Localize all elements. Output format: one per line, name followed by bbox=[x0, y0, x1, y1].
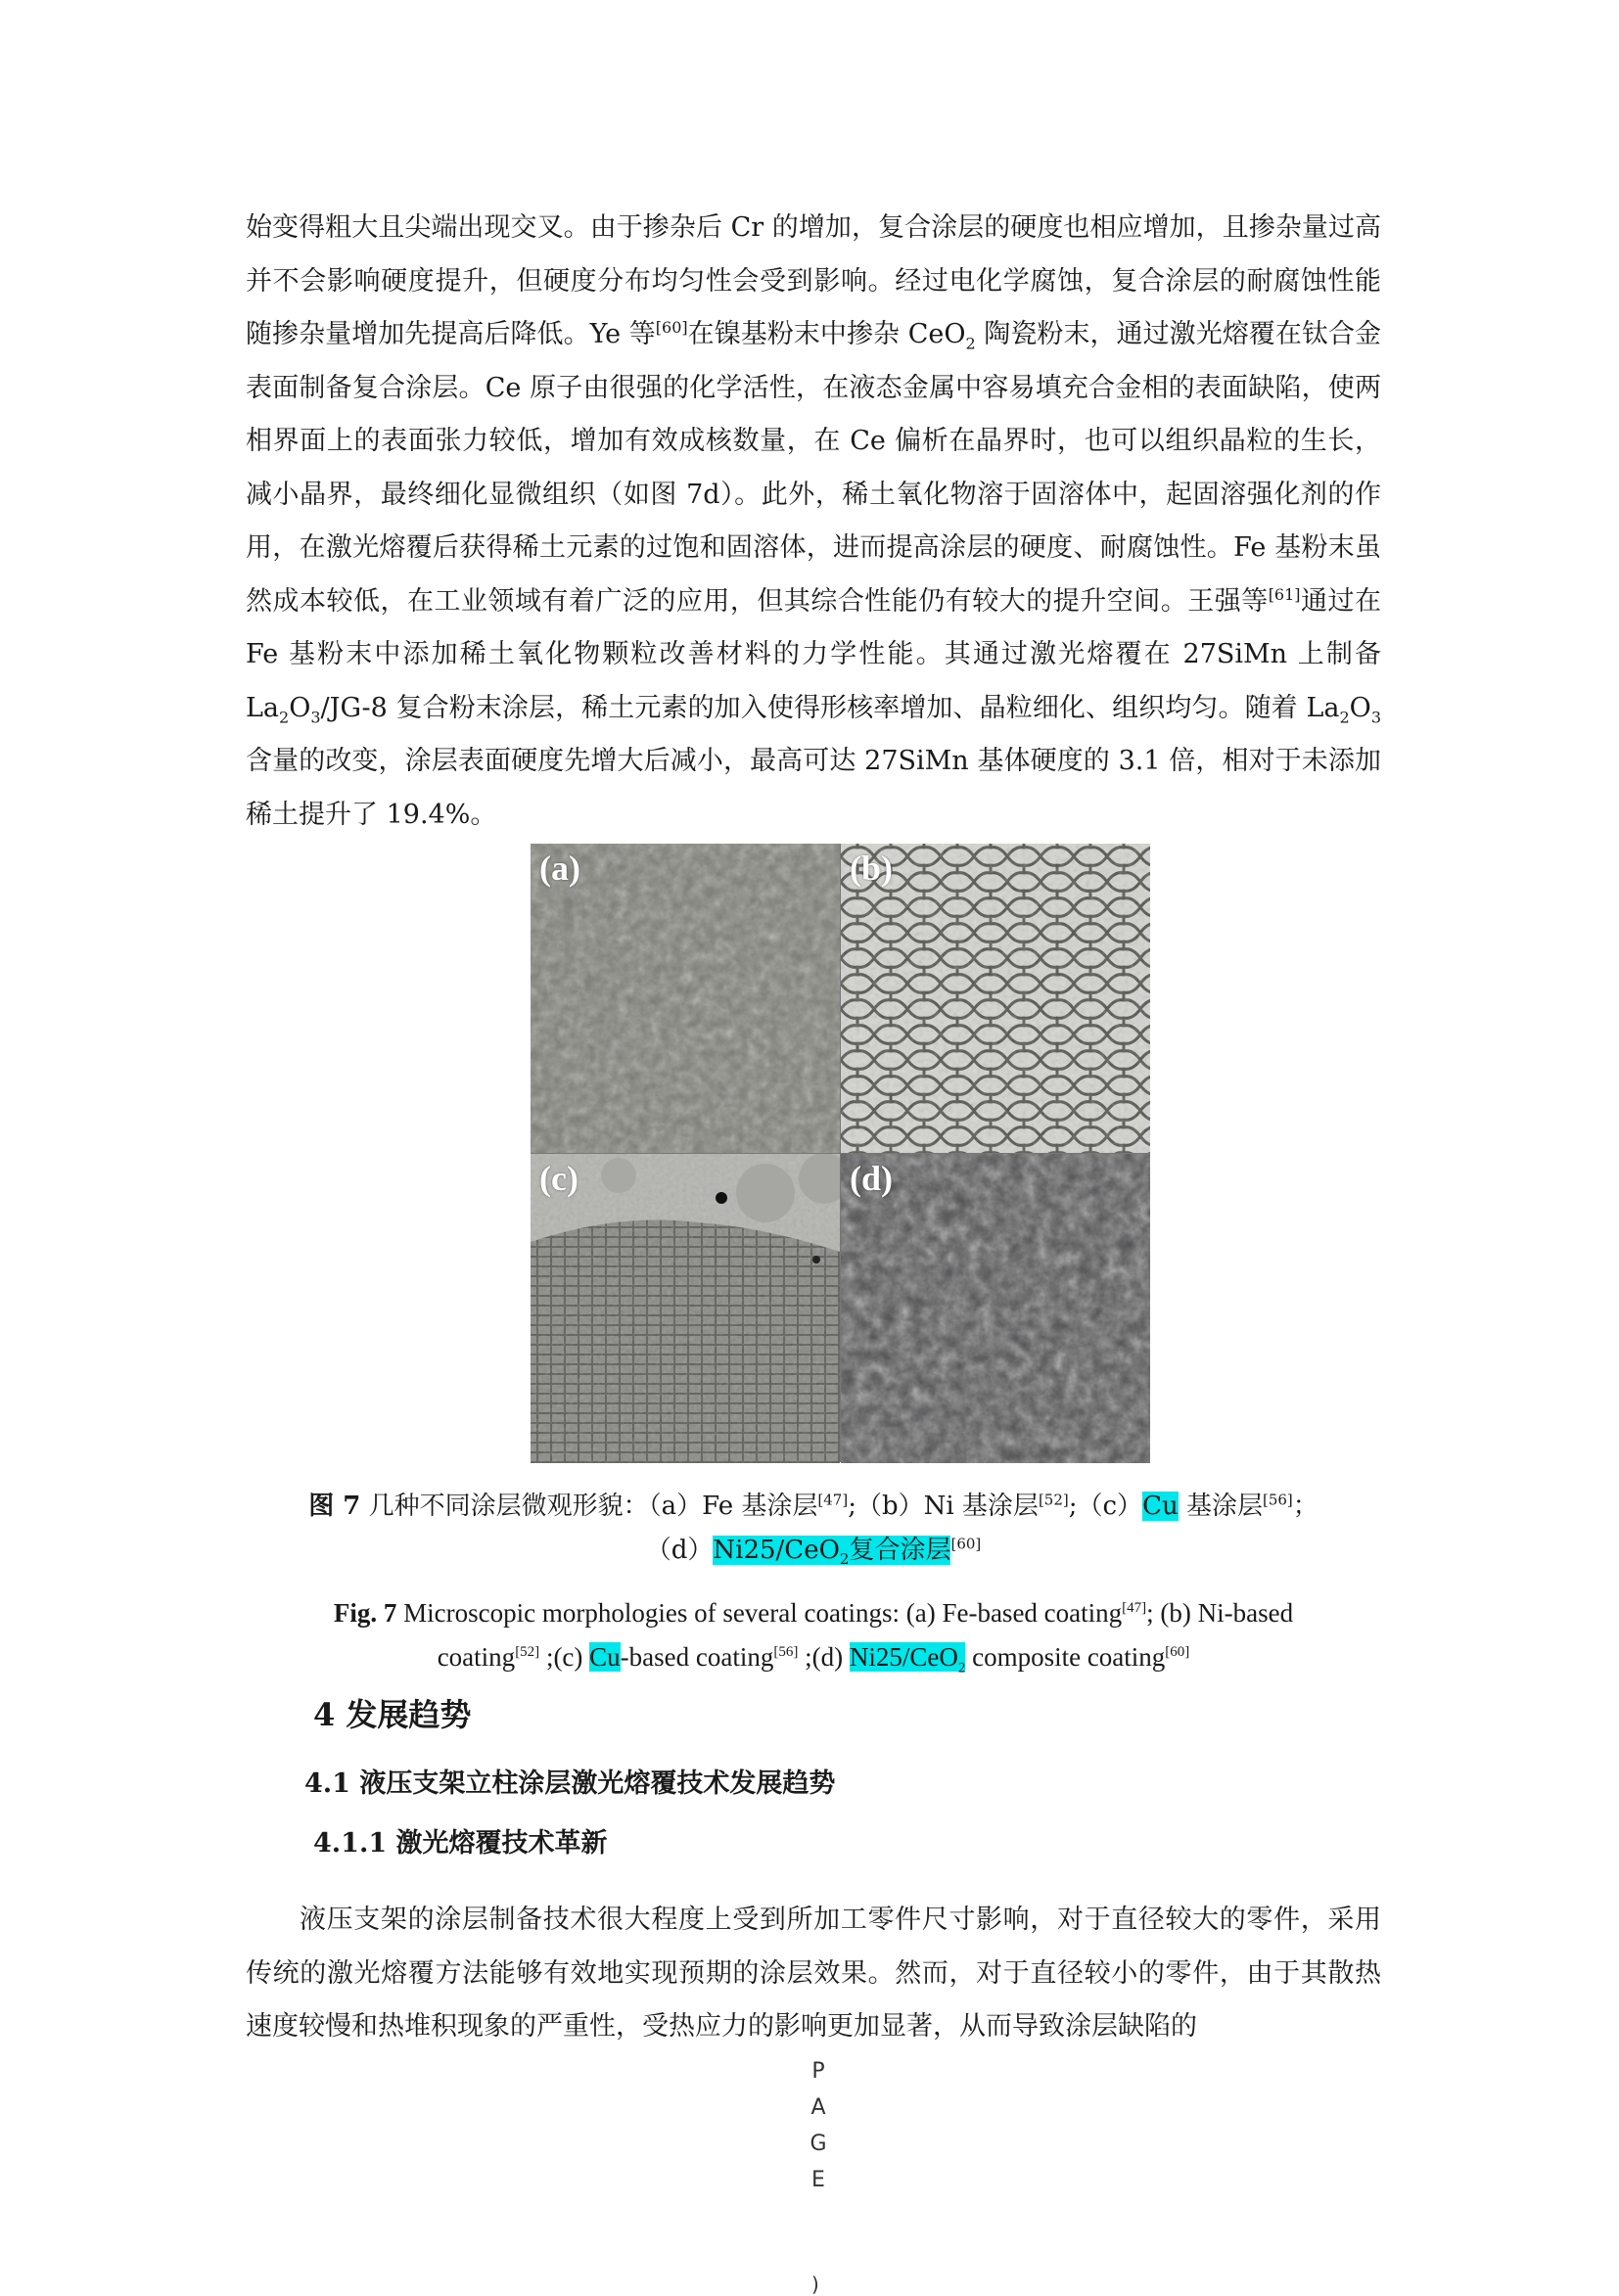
citation-56[interactable]: [56] bbox=[773, 1644, 799, 1660]
page-field-code bbox=[809, 2053, 828, 2198]
section-heading-4-1: 4.1 液压支架立柱涂层激光熔覆技术发展趋势 bbox=[304, 1768, 836, 1799]
figure-caption-en bbox=[246, 1591, 1381, 1679]
section-heading-4-1-1: 4.1.1 激光熔覆技术革新 bbox=[313, 1828, 608, 1859]
highlighted-text bbox=[713, 1536, 951, 1569]
citation-47[interactable]: [47] bbox=[1122, 1600, 1147, 1616]
micrograph-a-image bbox=[531, 844, 840, 1153]
page-field-letter: P bbox=[811, 2059, 825, 2084]
citation-56[interactable]: [56] bbox=[1262, 1491, 1293, 1509]
micrograph-c-image bbox=[531, 1154, 840, 1463]
subscript: 2 bbox=[839, 1550, 850, 1569]
page-field-letter: E bbox=[811, 2168, 825, 2192]
caption-text: 复合涂层 bbox=[849, 1536, 951, 1565]
micrograph-b-image bbox=[841, 844, 1150, 1153]
section-heading-4: 4 发展趋势 bbox=[313, 1696, 472, 1733]
caption-text: Microscopic morphologies of several coatings: (a) Fe-based coating bbox=[396, 1598, 1123, 1628]
text-run: O bbox=[289, 692, 311, 723]
subscript: 3 bbox=[1370, 707, 1381, 726]
subscript: 2 bbox=[965, 334, 976, 353]
micrograph-panel-d bbox=[841, 1154, 1150, 1463]
text-run: 通过在 Fe 基粉末中添加稀土氧化物颗粒改善材料的力学性能。其通过激光熔覆在 27SiMn 上制备 La bbox=[246, 585, 1382, 723]
caption-text: -based coating bbox=[620, 1642, 774, 1672]
panel-label-d: (d) bbox=[850, 1159, 893, 1198]
citation-52[interactable]: [52] bbox=[1038, 1491, 1069, 1509]
text-run: 陶瓷粉末，通过激光熔覆在钛合金表面制备复合涂层。Ce 原子由很强的化学活性，在液态金属中容易填充合金相的表面缺陷，使两相界面上的表面张力较低，增加有效成核数量，在 Ce 偏析在晶界时，也可以组织晶粒的生长，减小晶界，最终细化显微组织（如图 7d）。此外，稀土氧化物溶于固溶体中，起固溶强化剂的作用，在激光熔覆后获得稀土元素的过饱和固溶体，进而提高涂层的硬度、耐腐蚀性。Fe 基粉末虽然成本较低，在工业领域有着广泛的应用，但其综合性能仍有较大的提升空间。王强等 bbox=[246, 319, 1381, 617]
figure-7-micrographs bbox=[531, 844, 1150, 1462]
caption-text: 几种不同涂层微观形貌：（a）Fe 基涂层 bbox=[360, 1492, 818, 1521]
caption-text: ;(c) bbox=[539, 1642, 590, 1672]
caption-text: Ni25/CeO bbox=[849, 1642, 958, 1672]
body-paragraph-1 bbox=[246, 202, 1381, 842]
body-paragraph-2: 液压支架的涂层制备技术很大程度上受到所加工零件尺寸影响，对于直径较大的零件，采用传统的激光熔覆方法能够有效地实现预期的涂层效果。然而，对于直径较小的零件，由于其散热速度较慢和热堆积现象的严重性，受热应力的影响更加显著，从而导致涂层缺陷的 bbox=[246, 1905, 1381, 2042]
figure-caption-cn bbox=[246, 1485, 1381, 1573]
caption-text: ;（c） bbox=[1068, 1492, 1143, 1521]
caption-fig-number: 图 7 bbox=[308, 1492, 361, 1521]
micrograph-panel-c bbox=[531, 1154, 840, 1463]
citation-60[interactable]: [60] bbox=[950, 1535, 982, 1553]
caption-text: （d） bbox=[645, 1536, 714, 1565]
citation-60[interactable]: [60] bbox=[655, 318, 688, 337]
page-field-letter: A bbox=[810, 2095, 826, 2120]
caption-text: ; (b) Ni-based bbox=[1146, 1598, 1294, 1628]
subscript: 2 bbox=[957, 1660, 966, 1676]
caption-text: composite coating bbox=[965, 1642, 1166, 1672]
text-run: /JG-8 复合粉末涂层，稀土元素的加入使得形核率增加、晶粒细化、组织均匀。随着 La bbox=[320, 692, 1340, 723]
citation-52[interactable]: [52] bbox=[515, 1644, 540, 1660]
caption-text: Ni25/CeO bbox=[713, 1536, 840, 1565]
citation-61[interactable]: [61] bbox=[1268, 584, 1301, 604]
micrograph-d-image bbox=[841, 1154, 1150, 1463]
text-run: 在镍基粉末中掺杂 CeO bbox=[687, 319, 966, 349]
panel-label-b: (b) bbox=[850, 849, 893, 888]
highlighted-text: Cu bbox=[589, 1642, 621, 1672]
citation-60[interactable]: [60] bbox=[1165, 1644, 1190, 1660]
page-field-letter: G bbox=[810, 2132, 827, 2156]
subscript: 2 bbox=[1339, 707, 1350, 726]
text-run: 始变得粗大且尖端出现交叉。由于掺杂后 Cr 的增加，复合涂层的硬度也相应增加，且掺杂量过高并不会影响硬度提升，但硬度分布均匀性会受到影响。经过电化学腐蚀，复合涂层的耐腐蚀性能随掺杂量增加先提高后降低。Ye 等 bbox=[246, 212, 1381, 349]
panel-label-a: (a) bbox=[539, 849, 580, 888]
caption-text: 基涂层 bbox=[1178, 1492, 1263, 1521]
micrograph-panel-a bbox=[531, 844, 840, 1153]
panel-label-c: (c) bbox=[539, 1159, 578, 1198]
subscript: 2 bbox=[279, 707, 290, 726]
caption-text: coating bbox=[437, 1642, 516, 1672]
citation-47[interactable]: [47] bbox=[817, 1491, 849, 1509]
text-run: O bbox=[1349, 692, 1371, 723]
page-field-close: ) bbox=[811, 2273, 819, 2296]
highlighted-text: Cu bbox=[1142, 1492, 1179, 1521]
text-run: 含量的改变，涂层表面硬度先增大后减小，最高可达 27SiMn 基体硬度的 3.1 倍，相对于未添加稀土提升了 19.4%。 bbox=[246, 746, 1381, 830]
subscript: 3 bbox=[310, 707, 321, 726]
caption-fig-number: Fig. 7 bbox=[333, 1598, 397, 1628]
micrograph-panel-b bbox=[841, 844, 1150, 1153]
highlighted-text bbox=[849, 1642, 966, 1676]
caption-text: ;（b）Ni 基涂层 bbox=[848, 1492, 1039, 1521]
caption-text: ； bbox=[1292, 1492, 1318, 1521]
caption-text: ;(d) bbox=[798, 1642, 850, 1672]
